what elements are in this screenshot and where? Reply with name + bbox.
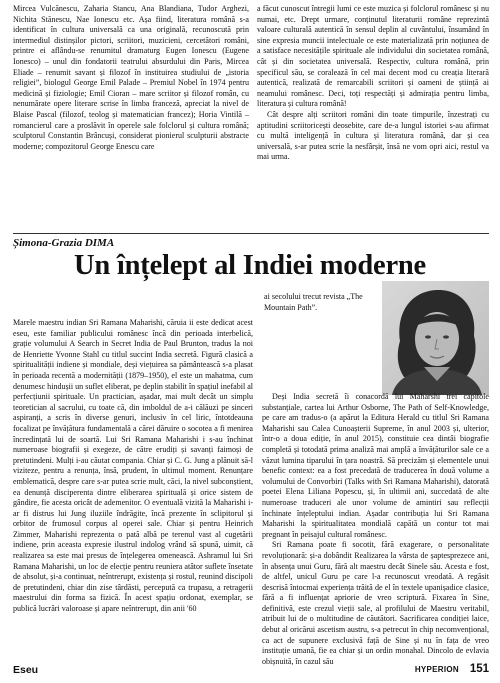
page-footer — [13, 663, 489, 679]
paragraph: Sri Ramana poate fi socotit, fără exagerare, o personalitate revoluționară: și-a dobândit Realizarea la vârsta de șaptesprezece ani, în absența unui Guru, fără alt maestru decât Sinele său. Acesta e fost, de altfel, unicul Guru pe care l-a recunoscut vreodată. A regăsit descrisă întocmai experiența trăită de el în textele upanișadice clasice, fără a fi influențat apriorie de vreo scriptură. Fixarea în Sine, definitivă, este crezul vieții sale, al profilului de Maestru veritabil, atribuit lui de o multitudine de căutători. Sacrificarea condiției laice, debut al oricărui ascetism austru, s-a petrecut în chip necomvențional, ca act de supunere exclusivă față de Sine și nu în fața de vreo instituție umană, fie ea chiar și un ordin monahal. Dincolo de evlavia obișnuită, în cazul său — [262, 540, 489, 666]
paragraph: Cât despre alți scriitori români din toate timpurile, înzestrați cu aptitudini scriitoricești deosebite, care de-a lungul istoriei s-au afirmat cu multă inteligență în cultura și literatura română, dar și cea universală, s-ar putea scrie la nesfârșit, însă ne vom opri aici, restul va mai urma. — [257, 109, 489, 162]
paragraph: Marele maestru indian Sri Ramana Maharishi, căruia ii este dedicat acest eseu, este familiar publicului românesc încă din perioada interbelică, grație volumului A Search in Secret India de Paul Brunton, tradus la noi de Henriette Yvonne Stahl cu titlul succint India secretă. Figură clasică a spiritualității indiene și mondiale, deși viețuirea sa pământească s-a plasat în perioada recentă a modernității (1879–1950), el este un mahatma, cum denumesc hindușii un suflet eliberat, pe deplin stabilit în spațiul inefabil al perfecțiunii spirituale. Un practician, așadar, mai mult decât un simplu teoretician al sacrului, cu toate că, din imboldul de a-i călăuzi pe sinceri aspiranți, a scris în diverse genuri, inclusiv în cel liric, întotdeauna focalizat pe învățătura fundamentală a cărei dăruire o socotea a fi menirea încredințată lui de soartă. Lui Sri Ramana Maharishi i s-au închinat numeroase biografii și exegeze, de către erudiți și savanți faimoși de pretutindeni. Mulți i-au căutat compania. Chiar și C. G. Jung a plănuit să-l viziteze, pentru a renunța, însă, prudent, în ultimul moment. Renunțare emblematică, despre care s-ar putea scrie mult, căci, la nivel subconștient, ea denunță disciperenta dintre eliberarea spirituală și orice sistem de gândire, fie acesta oricât de ademenitor. O eventuală vizită la Maharishi i-ar fi distrus lui Jung iluziile îndrăgite, încă prezente în sclipitorul și orbitor de frumosul corpus al operei sale. Chiar și pentru Heinrich Zimmer, Maharishi reprezenta o pată albă pe terenul vast al cugetării indiene, prin aceasta expresie ilustrul indolog vrând să spună, uimit, că realizarea sa este mai presus de înțelegerea omenească. Ashramul lui Sri Ramana Maharishi, un loc de elecție pentru reuniera atâtor suflete însetate de absolut, și-a continuat, neîntrerupt, existența și rostul, reunind discipoli de pretutindeni, chiar din zise târdăsti, percepută ca trupasu, a retragerii maestrului din forma sa fizică. În acest spațiu ordonat, exemplar, se publică lucrări valoroase și apare neîntrerupt, din anii '60 — [13, 318, 254, 614]
paragraph: Deși India secretă îi conacordă lui Maharshi trei capitole substanțiale, cartea lui Arthur Osborne, The Path of Self-Knowledge, pe care am tradus-o (a apărut la Editura Herald cu titlul Sri Ramana Maharishi sau Calea Cunoașterii Supreme, în anul 2003 și, ulterior, într-o a doua ediție, în anul 2015), constituie cea dintâi biografie completă și totodată prima analiză mai amplă a învățăturilor sale ce a văzut lumina tiparului în țara noastră. Să precizăm și elementele unui benefic context: ea a fost precedată de traducerea în două volume a volumului de Convorbiri (Talks with Sri Ramana Maharishi), datorată poetei Elena Liliana Popescu, și, în ultimii ani, succedată de alte numeroase traduceri ale unor volume de amintiri sau reflecții închinate înțeleptului indian. Așadar contribuția lui Sri Ramana Maharishi la spiritualitatea mondială capătă un contur tot mai pregnant în peisajul cultural românesc. — [262, 392, 489, 539]
section-label: Eseu — [13, 664, 39, 676]
paragraph: Mircea Vulcănescu, Zaharia Stancu, Ana Blandiana, Tudor Arghezi, Nichita Stănescu, Nae Ionescu etc. Așa fiind, literatura română s-a identificat în cultura universală ca una originală, recunoscută prin intermediul distinșilor pictori, scriitori, muzicieni, cercetători români, printre ei aflându-se renumitul dramaturg Eugen Ionescu (Eugene Ionesco) – unul din fondatorii teatrului absurdului din Paris, Mircea Eliade – renumit savant și filozof în instituirea studiului de „istoria religiei”, biologul George Emil Palade – Premiul Nobel în 1974 pentru medicină și fiziologie; Emil Cioran – mare scriitor și filozof român, cu nenumărate opere literare scrise în limba franceză, apreciat la nivel de Blaise Pascal (filozof, teolog și matematician francez); Horia Vintilă – romancierul care a proslăvit în operele sale folclorul și cultura română; sculptorul Constantin Brâncuși, considerat pionierul sculpturii abstracte moderne; compozitorul George Enescu care — [13, 4, 249, 151]
article-title: Un înțelept al Indiei moderne — [73, 250, 427, 281]
magazine-name: HYPERION — [414, 665, 459, 674]
section-divider — [13, 233, 489, 234]
top-left-column — [13, 4, 249, 226]
top-right-column — [257, 4, 489, 226]
caption-text: ai secolului trecut revista „The Mountain Path”. — [264, 292, 363, 312]
page-number: 151 — [469, 663, 489, 675]
article-author: Șimona-Grazia DIMA — [13, 237, 115, 249]
body-right-column — [262, 320, 489, 666]
body-left-column — [13, 318, 253, 641]
paragraph: a făcut cunoscut întregii lumi ce este muzica și folclorul românesc și nu numai, etc. Drept urmare, conținutul literaturii române reprezintă valoare culturală autentică în sensul deplin al cuvântului, însumând în sine expresia muncii intelectuale ce este materializată prin noțiunea de a satisface necesitățile spirituale ale individului din societatea română, cât și din societatea universală. Respectiv, cultura română, prin specificul său, se coralează în cel mai decent mod cu creația literară autentică, realizată de remarcabili scriitori și oameni de știință ai neamului românesc. Deci, toți respectăți și admirația pentru limba, literatura și cultura română! — [257, 4, 489, 109]
